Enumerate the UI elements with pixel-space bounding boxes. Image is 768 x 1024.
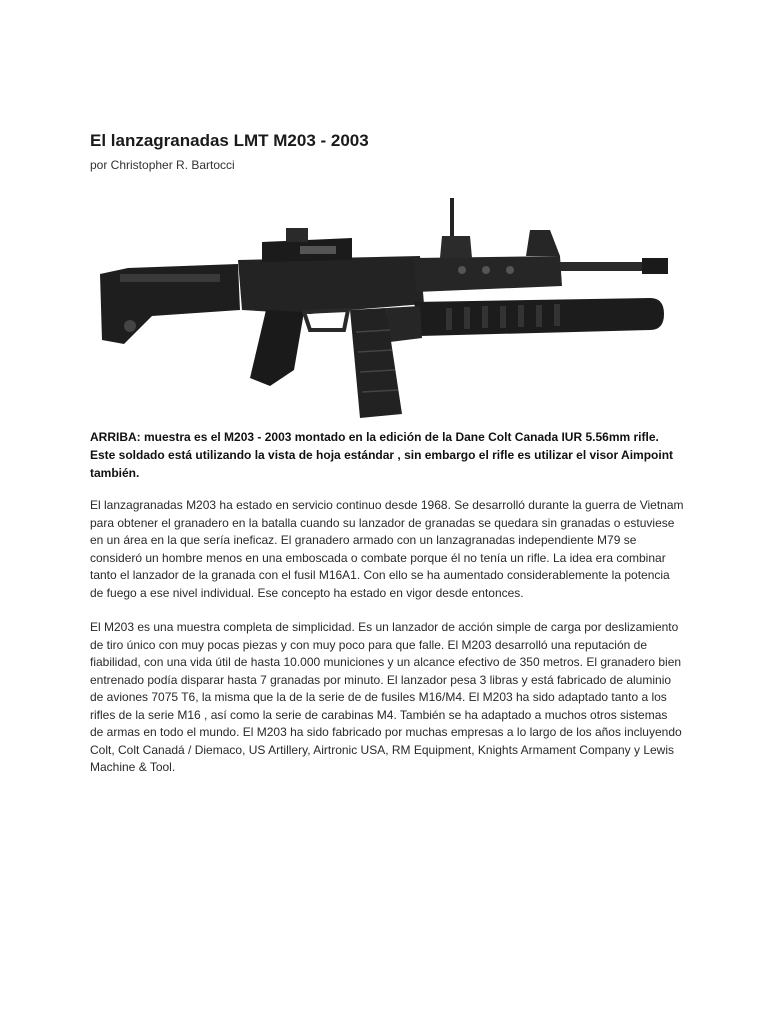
article-byline: por Christopher R. Bartocci [90,158,235,172]
rifle-illustration [90,192,680,424]
photo-caption: ARRIBA: muestra es el M203 - 2003 montado en la edición de la Dane Colt Canada IUR 5.56mm rifle. Este soldado está utilizando la vista de hoja estándar , sin embargo el rifle es utilizar el visor Aimpoint también. [90,430,674,480]
article-paragraph: El M203 es una muestra completa de simplicidad. Es un lanzador de acción simple de carga por deslizamiento de tiro único con muy pocas piezas y con muy poco para que falle. El M203 desarrolló una reputación de fiabilidad, con una vida útil de hasta 10.000 municiones y un alcance efectivo de 350 metros. El granadero bien entrenado podía disparar hasta 7 granadas por minuto. El lanzador pesa 3 libras y está fabricado de aluminio de aviones 7075 T6, la misma que la de la serie de de fusiles M16/M4. El M203 ha sido adaptado tanto a los rifles de la serie M16 , así como la serie de carabinas M4. También se ha adaptado a muchos otros sistemas de armas en todo el mundo. El M203 ha sido fabricado por muchas empresas a lo largo de los años incluyendo Colt, Colt Canadá / Diemaco, US Artillery, Airtronic USA, RM Equipment, Knights Armament Company y Lewis Machine & Tool. [90,620,682,774]
article-title: El lanzagranadas LMT M203 - 2003 [90,131,369,150]
rifle-with-grenade-launcher-photo [90,192,680,424]
article-paragraph: El lanzagranadas M203 ha estado en servicio continuo desde 1968. Se desarrolló durante la guerra de Vietnam para obtener el granadero en la batalla cuando su lanzador de granadas se quedara sin granadas o estuviese en un área en la que sería ineficaz. El granadero armado con un lanzagranadas independiente M79 se consideró un hombre menos en una emboscada o combate porque él no tenía un rifle. La idea era combinar tanto el lanzador de la granada con el fusil M16A1. Con ello se ha aumentado considerablemente la potencia de fuego a ese nivel individual. Ese concepto ha estado en vigor desde entonces. [90,498,684,600]
